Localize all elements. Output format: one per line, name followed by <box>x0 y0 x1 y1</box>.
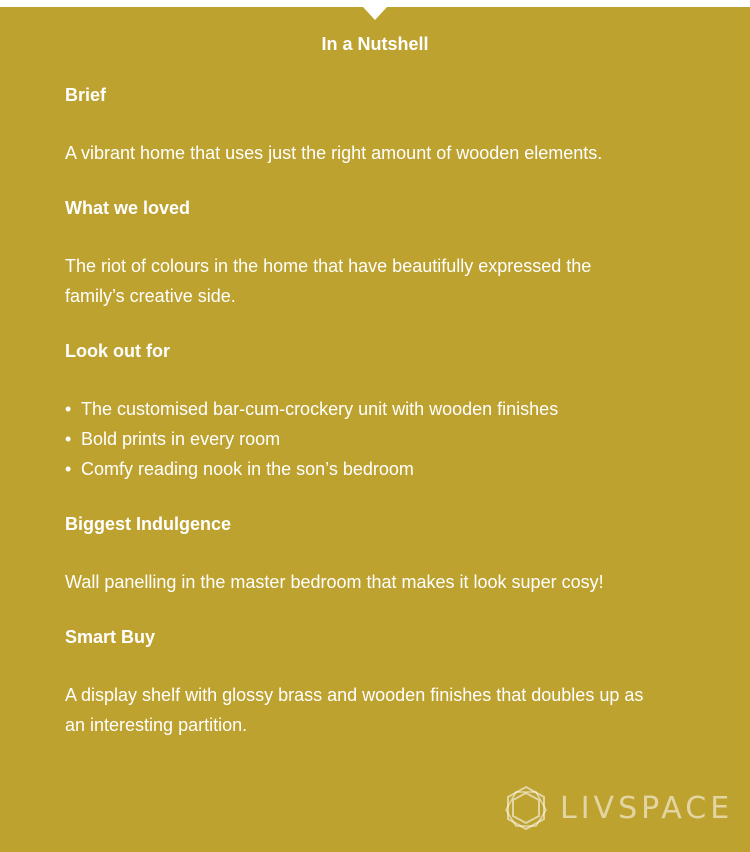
livspace-logo-icon <box>502 784 550 832</box>
card-content <box>65 83 685 740</box>
list-item: • Comfy reading nook in the son’s bedroom <box>65 459 414 479</box>
smartbuy-text: A display shelf with glossy brass and wooden finishes that doubles up as an interesting partition. <box>65 685 644 735</box>
lookout-list <box>65 394 685 484</box>
brief-heading: Brief <box>65 85 107 105</box>
nutshell-card <box>0 7 750 852</box>
logo-text: LIVSPACE <box>560 790 734 826</box>
smartbuy-heading: Smart Buy <box>65 627 156 647</box>
indulgence-heading: Biggest Indulgence <box>65 514 232 534</box>
list-item: • The customised bar-cum-crockery unit with wooden finishes <box>65 399 559 419</box>
lookout-heading: Look out for <box>65 341 170 361</box>
brief-text: A vibrant home that uses just the right amount of wooden elements. <box>65 143 603 163</box>
livspace-logo <box>502 783 733 833</box>
loved-heading: What we loved <box>65 198 191 218</box>
card-title: In a Nutshell <box>321 34 429 54</box>
list-item: • Bold prints in every room <box>65 429 281 449</box>
indulgence-text: Wall panelling in the master bedroom that makes it look super cosy! <box>65 572 604 592</box>
pointer-notch <box>363 7 387 20</box>
loved-text: The riot of colours in the home that have beautifully expressed the family’s creative side. <box>65 256 592 306</box>
